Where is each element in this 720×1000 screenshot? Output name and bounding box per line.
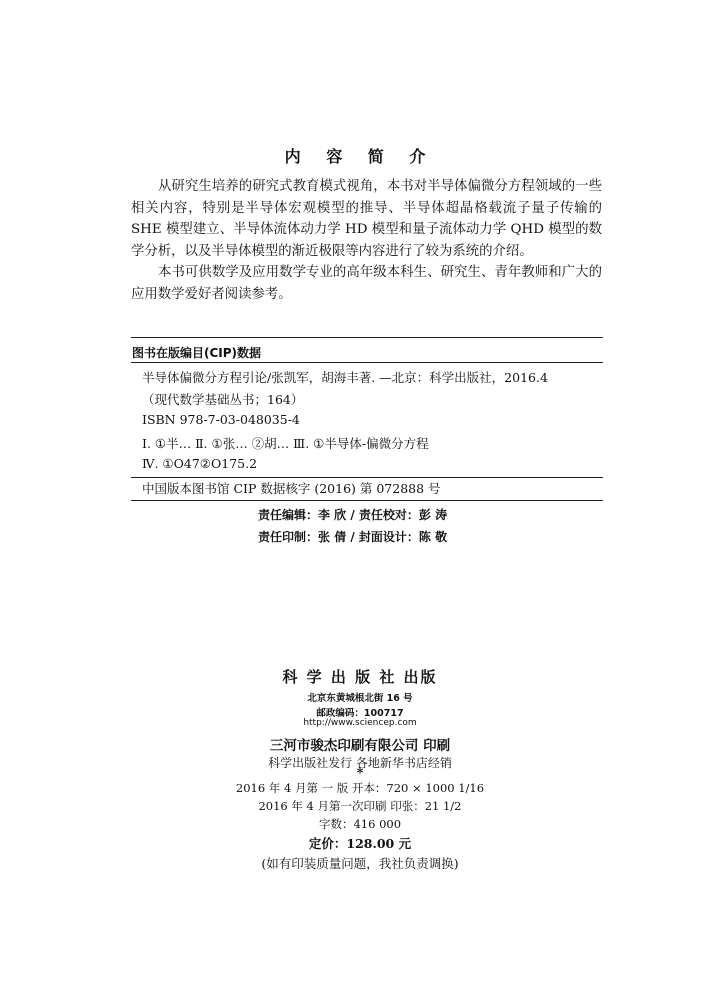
staff-line-editors: 责任编辑：李 欣 / 责任校对：彭 涛 [258, 508, 448, 522]
distribution: 科学出版社发行 各地新华书店经销 [268, 756, 452, 770]
summary-paragraph-1: 从研究生培养的研究式教育模式视角，本书对半导体偏微分方程领域的一些相关内容，特别是半导体宏观模型的推导、半导体超晶格载流子量子传输的 SHE 模型建立、半导体流体动力学 HD 模型和量子流体动力学 QHD 模型的数学分析，以及半导体模型的渐近极限等内容进行了较为系统的介绍。 [131, 179, 602, 259]
word-count: 字数：416 000 [318, 817, 402, 831]
separator-asterisk: * [356, 766, 364, 781]
publisher-address: 北京东黄城根北街 16 号 [307, 693, 413, 704]
cip-heading-rule [131, 362, 603, 363]
cip-record-rule [131, 477, 603, 478]
staff-line-production: 责任印制：张 倩 / 封面设计：陈 敬 [258, 530, 448, 544]
cip-heading: 图书在版编目(CIP)数据 [132, 346, 262, 360]
cip-line-isbn: ISBN 978-7-03-048035-4 [142, 412, 300, 427]
cip-line-classification: Ⅳ. ①O47②O175.2 [142, 456, 258, 471]
printing-info: 2016 年 4 月第一次印刷 印张：21 1/2 [258, 799, 462, 813]
cip-record: 中国版本图书馆 CIP 数据核字 (2016) 第 072888 号 [142, 481, 441, 496]
cip-line-title: 半导体偏微分方程引论/张凯军，胡海丰著. —北京：科学出版社，2016.4 [142, 370, 548, 385]
publisher-postcode: 邮政编码：100717 [316, 708, 404, 719]
publisher-name: 科 学 出 版 社 出版 [282, 668, 438, 686]
quality-notice: (如有印装质量问题，我社负责调换) [261, 856, 459, 871]
publisher-url: http://www.sciencep.com [303, 718, 417, 728]
cip-top-rule [131, 337, 603, 338]
cip-bottom-rule [131, 500, 603, 501]
edition-info: 2016 年 4 月第 一 版 开本：720 × 1000 1/16 [235, 781, 485, 795]
summary-paragraph-2: 本书可供数学及应用数学专业的高年级本科生、研究生、青年教师和广大的应用数学爱好者阅读参考。 [131, 265, 602, 302]
price: 定价：128.00 元 [308, 836, 412, 851]
cip-line-subjects: Ⅰ. ①半… Ⅱ. ①张… ②胡… Ⅲ. ①半导体-偏微分方程 [142, 436, 429, 451]
cip-line-series: （现代数学基础丛书；164） [142, 392, 304, 407]
summary-heading: 内 容 简 介 [284, 147, 436, 166]
printer: 三河市骏杰印刷有限公司 印刷 [269, 738, 451, 754]
